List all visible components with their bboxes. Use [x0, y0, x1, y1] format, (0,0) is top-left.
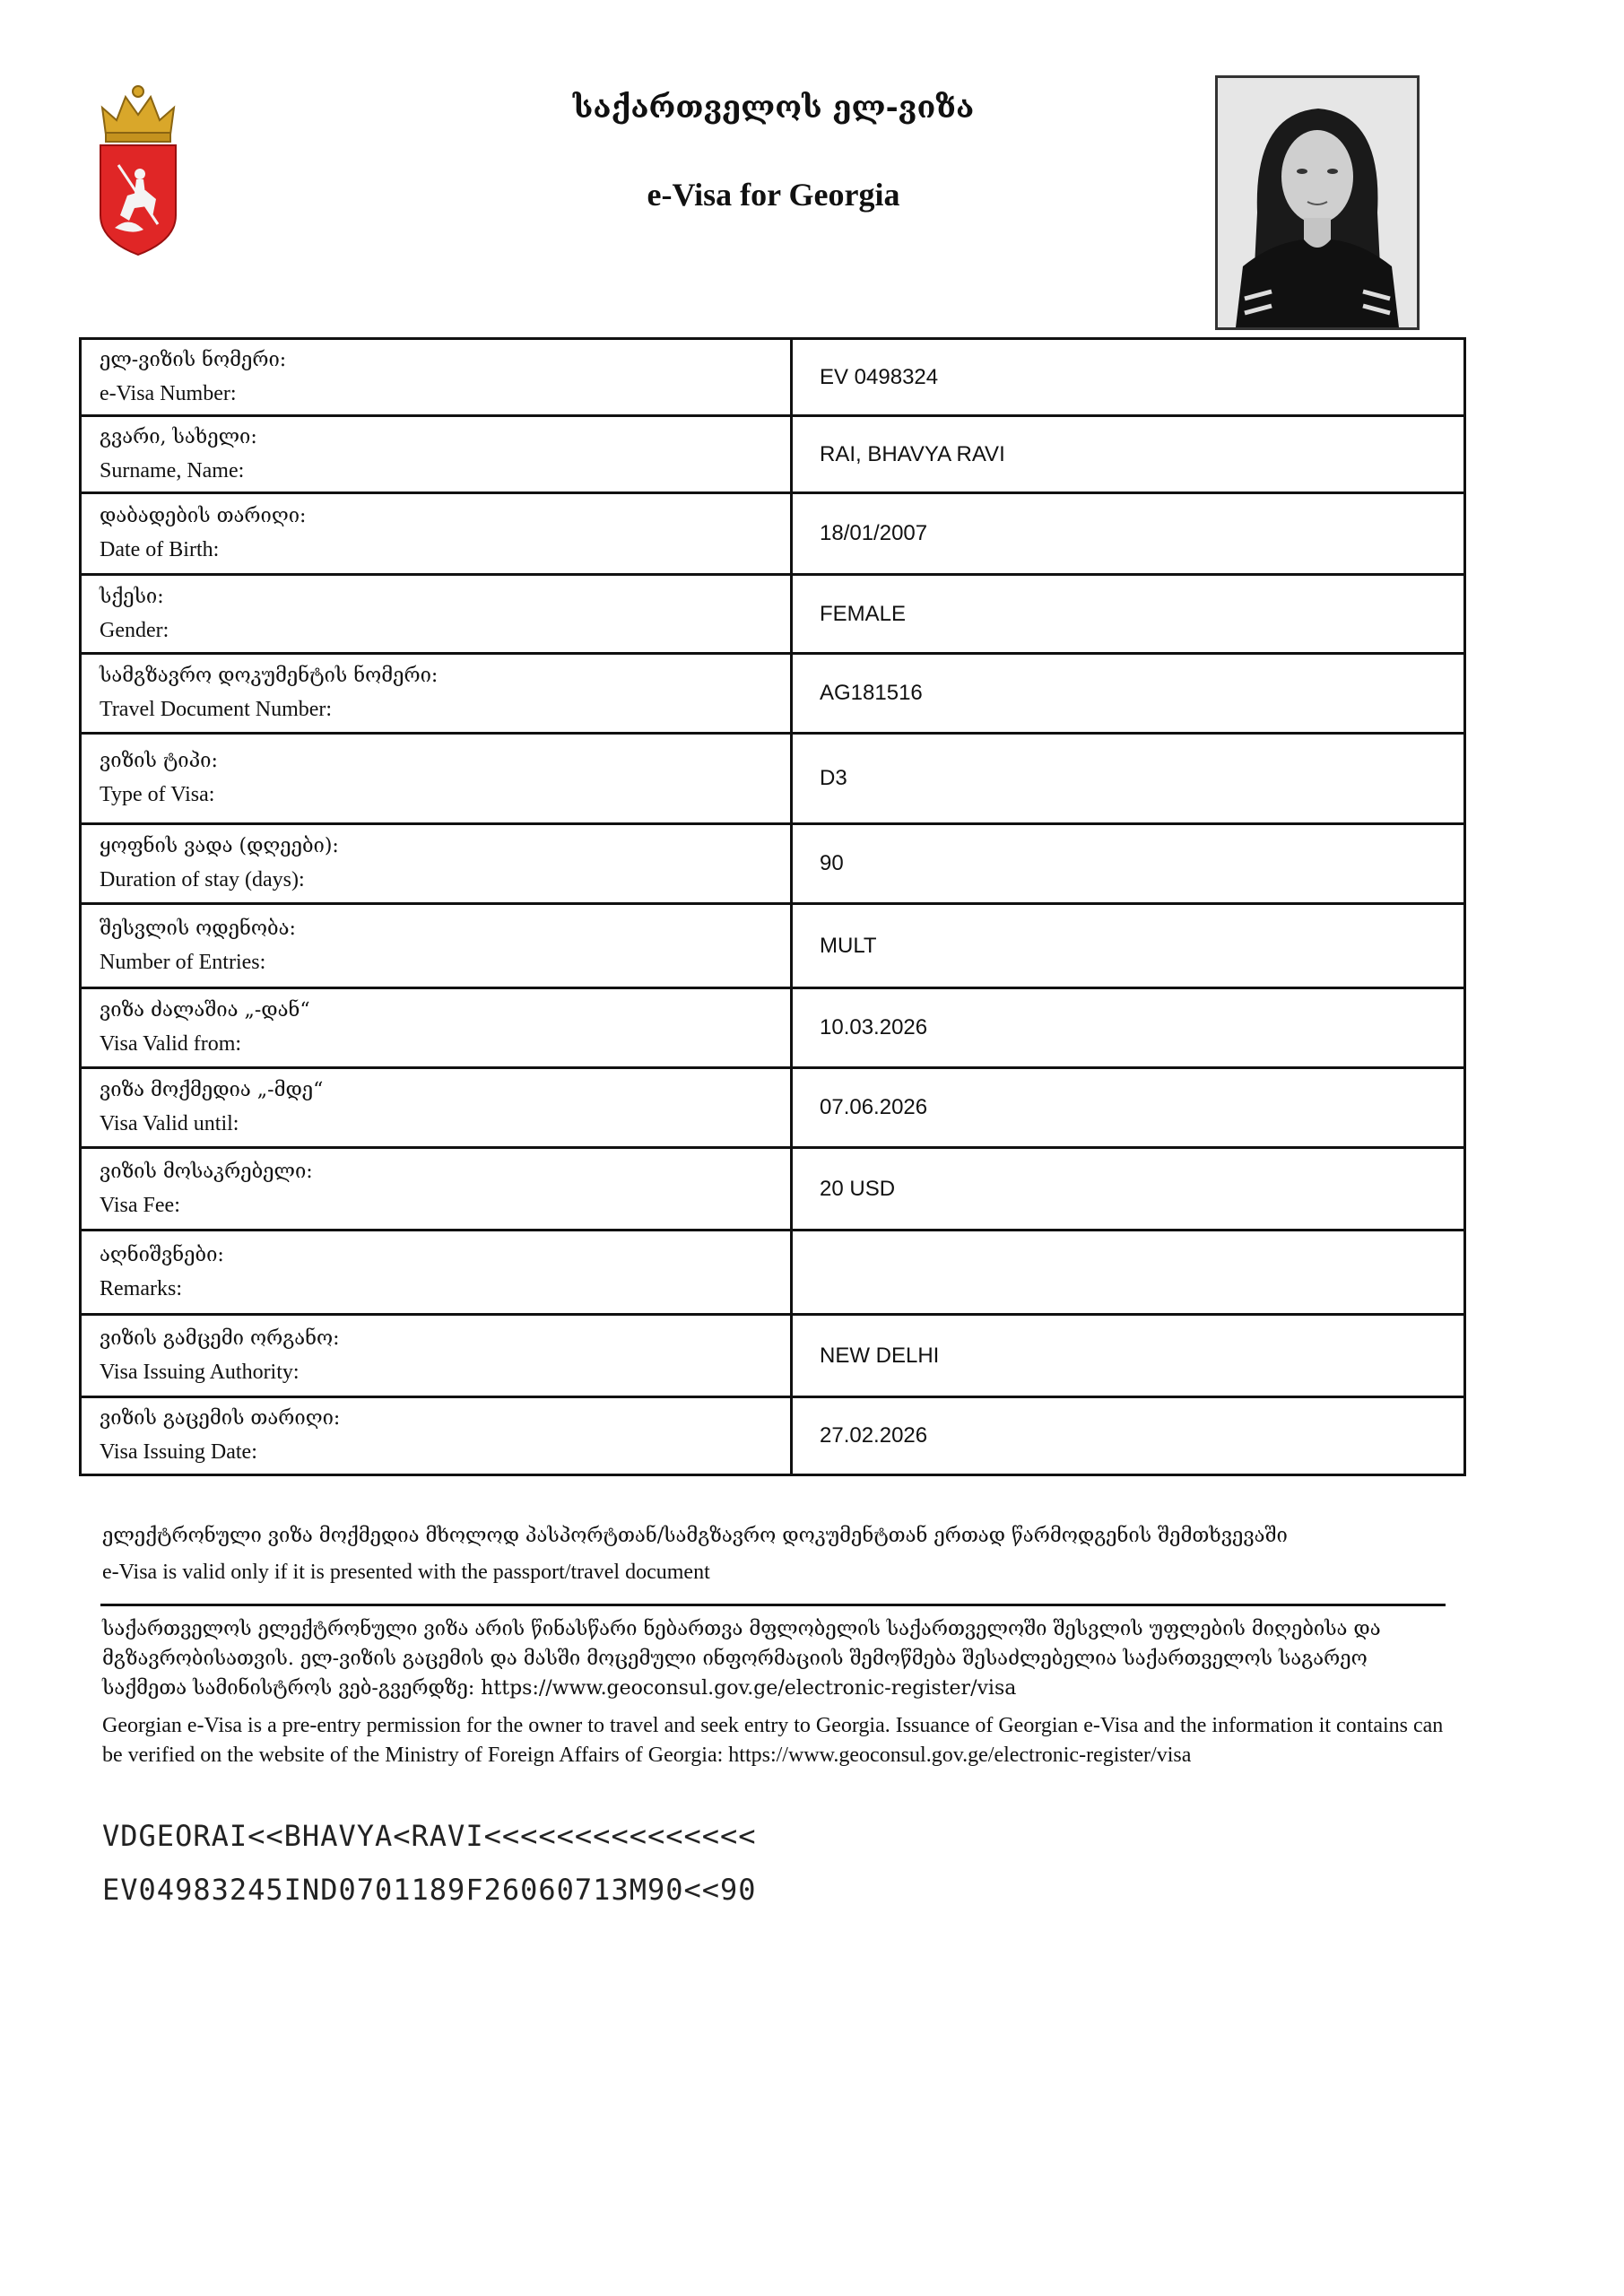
validity-note: e-Visa is valid only if it is presented with the passport/travel document	[102, 1561, 710, 1584]
label-georgian: სამგზავრო დოკუმენტის ნომერი:	[100, 665, 439, 687]
issuing-date-value: 27.02.2026	[792, 1397, 1465, 1475]
label-english: Date of Birth:	[100, 538, 220, 561]
row-label	[81, 493, 792, 575]
table-row	[81, 1231, 1465, 1315]
table-row	[81, 575, 1465, 654]
label-english: Visa Issuing Date:	[100, 1440, 257, 1464]
label-georgian: ვიზის ტიპი:	[100, 750, 218, 772]
label-georgian: ვიზის მოსაკრებელი:	[100, 1160, 313, 1183]
label-georgian: დაბადების თარიღი:	[100, 505, 307, 527]
table-row	[81, 339, 1465, 416]
row-label	[81, 734, 792, 824]
label-english: Remarks:	[100, 1276, 182, 1300]
label-english: Travel Document Number:	[100, 698, 333, 721]
row-label	[81, 1397, 792, 1475]
mrz-line-1: VDGEORAI<<BHAVYA<RAVI<<<<<<<<<<<<<<<	[102, 1819, 757, 1853]
table-row	[81, 416, 1465, 493]
table-row	[81, 988, 1465, 1068]
row-label	[81, 339, 792, 416]
row-label	[81, 1148, 792, 1231]
label-english: Type of Visa:	[100, 783, 215, 806]
visa-fee-value: 20 USD	[792, 1148, 1465, 1231]
label-english: Visa Valid from:	[100, 1032, 242, 1056]
label-georgian: ყოფნის ვადა (დღეები):	[100, 835, 339, 857]
duration-value: 90	[792, 824, 1465, 904]
visa-details-table	[79, 337, 1466, 1476]
remarks-value	[792, 1231, 1465, 1315]
table-row	[81, 493, 1465, 575]
row-label	[81, 1068, 792, 1148]
label-english: e-Visa Number:	[100, 381, 237, 405]
label-english: Visa Valid until:	[100, 1112, 239, 1135]
page-title-georgian: საქართველოს ელ-ვიზა	[572, 90, 975, 126]
verification-info: Georgian e-Visa is a pre-entry permission for the owner to travel and seek entry to Georgia. Issuance of Georgian e-Visa and the information it contains can be verified on the website of the Ministry of Foreign Affairs of Georgia: https://www.geoconsul.gov.ge/electronic-register/visa	[102, 1714, 1444, 1767]
valid-from-value: 10.03.2026	[792, 988, 1465, 1068]
label-georgian: ვიზის გამცემი ორგანო:	[100, 1326, 340, 1350]
issuing-authority-value: NEW DELHI	[792, 1315, 1465, 1397]
row-label	[81, 988, 792, 1068]
row-label	[81, 1315, 792, 1397]
table-row	[81, 824, 1465, 904]
visa-type-value: D3	[792, 734, 1465, 824]
entries-value: MULT	[792, 904, 1465, 988]
portrait-image	[1218, 78, 1417, 327]
table-row	[81, 1068, 1465, 1148]
label-georgian: სქესი:	[100, 585, 164, 608]
name-value: RAI, BHAVYA RAVI	[792, 416, 1465, 493]
travel-document-value: AG181516	[792, 654, 1465, 734]
row-label	[81, 1231, 792, 1315]
label-georgian: ვიზა ძალაშია „-დან“	[100, 999, 310, 1022]
label-english: Surname, Name:	[100, 458, 245, 483]
gender-value: FEMALE	[792, 575, 1465, 654]
label-georgian: ვიზა მოქმედია „-მდე“	[100, 1079, 324, 1101]
label-georgian: გვარი, სახელი:	[100, 425, 257, 448]
valid-until-value: 07.06.2026	[792, 1068, 1465, 1148]
row-label	[81, 904, 792, 988]
date-of-birth-value: 18/01/2007	[792, 493, 1465, 575]
row-label	[81, 654, 792, 734]
label-english: Number of Entries:	[100, 950, 266, 974]
mrz-line-2: EV04983245IND0701189F26060713M90<<90	[102, 1873, 757, 1907]
label-georgian: ელ-ვიზის ნომერი:	[100, 348, 287, 371]
table-row	[81, 1315, 1465, 1397]
verification-info-georgian: საქართველოს ელექტრონული ვიზა არის წინასწარი ნებართვა მფლობელის საქართველოში შესვლის უფლების მიღებისა და მგზავრობისათვის. ელ-ვიზის გაცემის და მასში მოცემული ინფორმაციის შემოწმება შესაძლებელია საქართველოს საგარეო საქმეთა სამინისტროს ვებ-გვერდზე: https://www.geoconsul.gov.ge/electronic-register/visa	[102, 1618, 1381, 1700]
validity-note-georgian: ელექტრონული ვიზა მოქმედია მხოლოდ პასპორტთან/სამგზავრო დოკუმენტთან ერთად წარმოდგენის შემთხვევაში	[102, 1525, 1288, 1547]
table-row	[81, 904, 1465, 988]
label-english: Gender:	[100, 618, 169, 642]
label-georgian: შესვლის ოდენობა:	[100, 917, 296, 940]
table-row	[81, 1397, 1465, 1475]
label-english: Visa Fee:	[100, 1193, 180, 1217]
row-label	[81, 416, 792, 493]
divider	[100, 1604, 1446, 1606]
row-label	[81, 575, 792, 654]
label-georgian: ვიზის გაცემის თარიღი:	[100, 1407, 341, 1430]
table-row	[81, 654, 1465, 734]
evisa-number-value: EV 0498324	[792, 339, 1465, 416]
label-english: Duration of stay (days):	[100, 868, 305, 891]
row-label	[81, 824, 792, 904]
page-title: e-Visa for Georgia	[647, 177, 900, 213]
label-georgian: აღნიშვნები:	[100, 1243, 224, 1266]
table-row	[81, 1148, 1465, 1231]
label-english: Visa Issuing Authority:	[100, 1360, 300, 1384]
table-row	[81, 734, 1465, 824]
holder-photo	[1215, 75, 1420, 330]
